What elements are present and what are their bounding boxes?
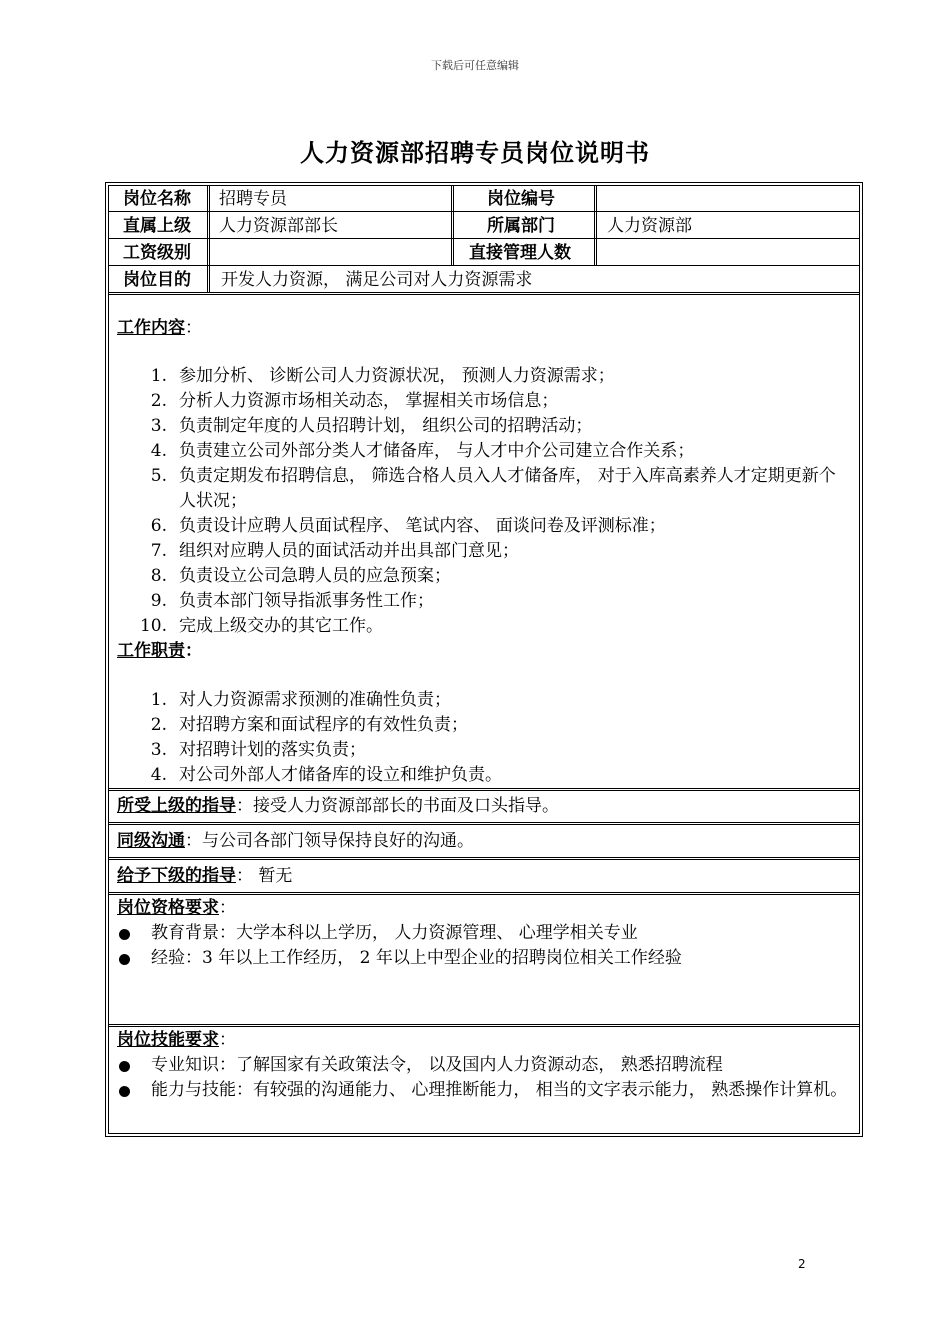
post-name-value: 招聘专员: [219, 189, 287, 209]
bullet-icon: [119, 1061, 130, 1072]
list-item: [139, 389, 851, 414]
guidance-received-heading: 所受上级的指导: [117, 796, 236, 816]
list-item: [139, 364, 851, 389]
list-item: [117, 1078, 855, 1103]
list-item: [139, 763, 851, 788]
qualification-list: [117, 921, 855, 971]
item-number: 3.: [150, 740, 167, 760]
purpose-value: 开发人力资源， 满足公司对人力资源需求: [221, 270, 533, 290]
item-text: 专业知识：了解国家有关政策法令， 以及国内人力资源动态， 熟悉招聘流程: [151, 1055, 723, 1075]
job-description-table: [105, 182, 863, 1137]
guidance-received-text: ：接受人力资源部部长的书面及口头指导。: [236, 796, 559, 816]
qualification-heading-line: [117, 897, 236, 919]
bullet-icon: [119, 1086, 130, 1097]
item-text: 对公司外部人才储备库的设立和维护负责。: [179, 765, 502, 785]
list-item: [139, 539, 851, 564]
list-item: [139, 414, 851, 439]
section-divider: [109, 892, 859, 895]
item-text: 对人力资源需求预测的准确性负责；: [179, 690, 451, 710]
colon: ：: [185, 318, 202, 338]
salary-label: 工资级别: [123, 243, 191, 263]
list-item: [117, 1053, 855, 1078]
post-name-label: 岗位名称: [123, 189, 191, 209]
list-item: [139, 514, 851, 539]
guidance-given-heading: 给予下级的指导: [117, 866, 236, 886]
section-divider: [109, 857, 859, 860]
item-text: 负责本部门领导指派事务性工作；: [179, 591, 434, 611]
item-number: 1.: [150, 690, 167, 710]
skills-heading-line: [117, 1029, 236, 1051]
item-text: 教育背景：大学本科以上学历， 人力资源管理、 心理学相关专业: [151, 923, 638, 943]
work-duty-heading: 工作职责: [117, 641, 185, 661]
item-text: 负责设立公司急聘人员的应急预案；: [179, 566, 451, 586]
list-item: [139, 713, 851, 738]
item-text: 对招聘方案和面试程序的有效性负责；: [179, 715, 468, 735]
item-number: 1.: [150, 366, 167, 386]
item-number: 5.: [150, 466, 167, 486]
qualification-heading: 岗位资格要求: [117, 898, 219, 918]
peer-comm-heading: 同级沟通: [117, 831, 185, 851]
bullet-icon: [119, 929, 130, 940]
section-divider: [109, 1024, 859, 1027]
item-text: 分析人力资源市场相关动态， 掌握相关市场信息；: [179, 391, 559, 411]
list-item: [139, 439, 851, 464]
table-inner-border: [108, 185, 860, 1134]
item-text: 经验：3 年以上工作经历， 2 年以上中型企业的招聘岗位相关工作经验: [151, 948, 682, 968]
managed-label: 直接管理人数: [469, 243, 571, 263]
list-item: [139, 614, 851, 639]
column-divider: [594, 186, 597, 266]
work-content-heading: 工作内容: [117, 318, 185, 338]
item-text: 负责设计应聘人员面试程序、 笔试内容、 面谈问卷及评测标准；: [179, 516, 666, 536]
list-item: [117, 946, 855, 971]
work-duty-heading-line: [117, 640, 202, 662]
list-item: [139, 688, 851, 713]
list-item: [139, 738, 851, 763]
item-number: 3.: [150, 416, 167, 436]
section-divider: [109, 822, 859, 825]
dept-value: 人力资源部: [607, 216, 692, 236]
work-duty-list: [139, 688, 851, 788]
bullet-icon: [119, 954, 130, 965]
superior-value: 人力资源部部长: [219, 216, 338, 236]
item-text: 组织对应聘人员的面试活动并出具部门意见；: [179, 541, 519, 561]
list-item: [139, 464, 851, 514]
work-content-heading-line: [117, 317, 202, 339]
item-number: 2.: [150, 715, 167, 735]
item-text: 能力与技能：有较强的沟通能力、 心理推断能力， 相当的文字表示能力， 熟悉操作计算机。: [151, 1080, 848, 1100]
item-text: 负责定期发布招聘信息， 筛选合格人员入人才储备库， 对于入库高素养人才定期更新个人状况；: [179, 466, 836, 511]
peer-comm-text: ：与公司各部门领导保持良好的沟通。: [185, 831, 474, 851]
section-divider: [109, 788, 859, 791]
post-no-label: 岗位编号: [487, 189, 555, 209]
row-divider: [109, 238, 859, 239]
item-number: 4.: [150, 765, 167, 785]
page-number: 2: [798, 1257, 806, 1271]
item-number: 8.: [150, 566, 167, 586]
peer-comm-line: [117, 830, 474, 852]
item-text: 负责制定年度的人员招聘计划， 组织公司的招聘活动；: [179, 416, 593, 436]
list-item: [139, 589, 851, 614]
list-item: [117, 921, 855, 946]
item-number: 9.: [150, 591, 167, 611]
column-divider: [451, 186, 454, 266]
guidance-given-line: [117, 865, 292, 887]
guidance-received-line: [117, 795, 559, 817]
item-number: 10.: [139, 616, 167, 636]
superior-label: 直属上级: [123, 216, 191, 236]
item-number: 4.: [150, 441, 167, 461]
colon: ：: [185, 641, 202, 661]
purpose-label: 岗位目的: [123, 270, 191, 290]
item-text: 对招聘计划的落实负责；: [179, 740, 366, 760]
header-note: 下载后可任意编辑: [431, 59, 519, 72]
item-number: 7.: [150, 541, 167, 561]
row-divider: [109, 211, 859, 212]
item-number: 6.: [150, 516, 167, 536]
list-item: [139, 564, 851, 589]
work-content-list: [139, 364, 851, 639]
item-number: 2.: [150, 391, 167, 411]
dept-label: 所属部门: [487, 216, 555, 236]
column-divider: [207, 186, 210, 293]
guidance-given-text: ： 暂无: [236, 866, 293, 886]
colon: ：: [219, 1030, 236, 1050]
colon: ：: [219, 898, 236, 918]
row-divider: [109, 292, 859, 295]
page-title: 人力资源部招聘专员岗位说明书: [300, 138, 650, 167]
skills-list: [117, 1053, 855, 1103]
item-text: 负责建立公司外部分类人才储备库， 与人才中介公司建立合作关系；: [179, 441, 695, 461]
item-text: 完成上级交办的其它工作。: [179, 616, 383, 636]
row-divider: [109, 265, 859, 266]
skills-heading: 岗位技能要求: [117, 1030, 219, 1050]
item-text: 参加分析、 诊断公司人力资源状况， 预测人力资源需求；: [179, 366, 615, 386]
